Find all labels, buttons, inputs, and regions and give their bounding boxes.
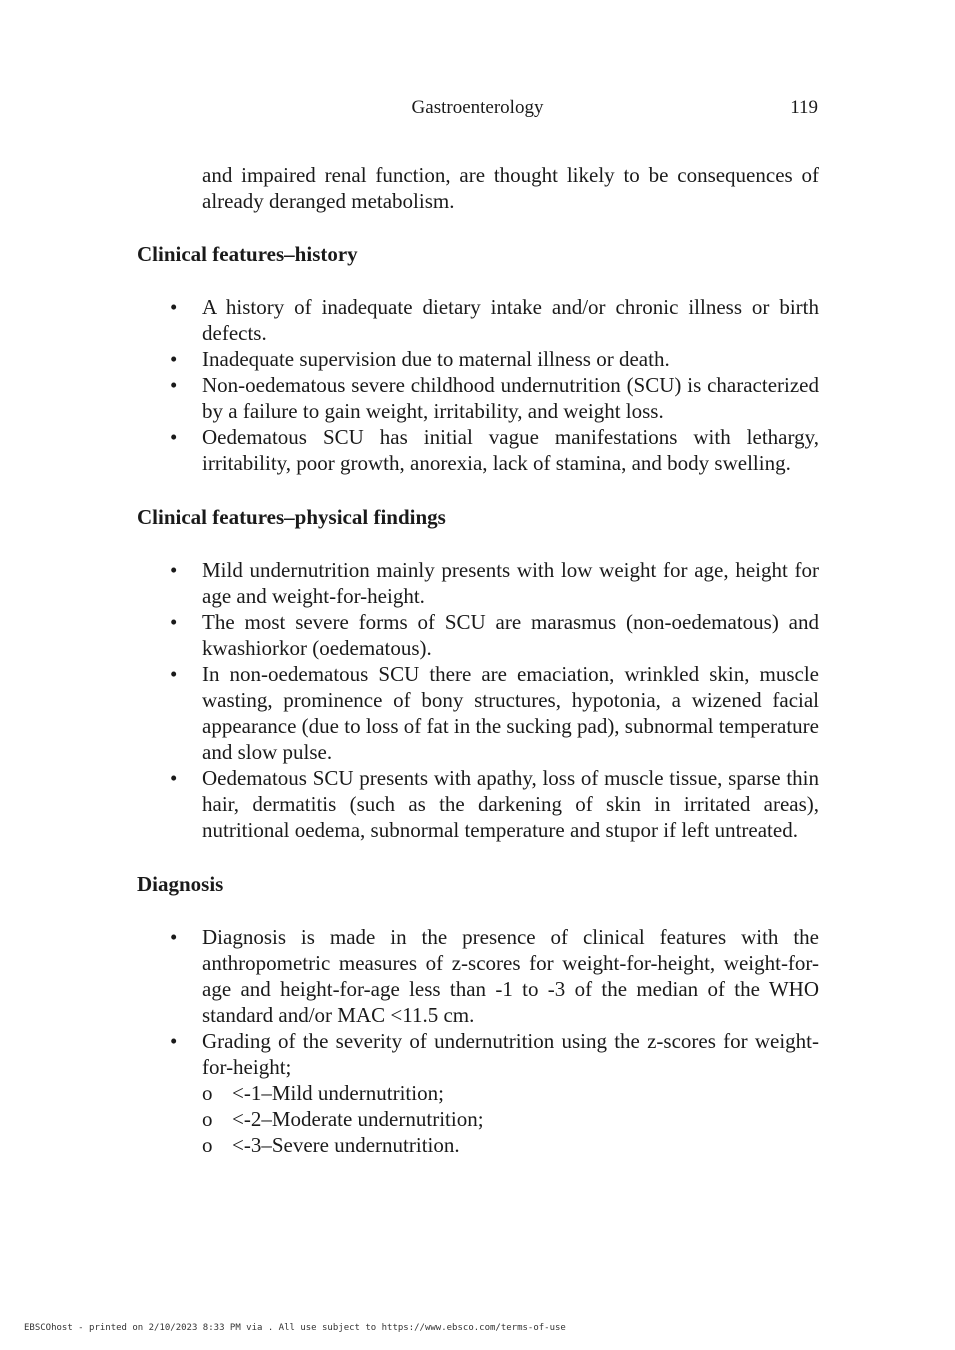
print-footer: EBSCOhost - printed on 2/10/2023 8:33 PM via . All use subject to https://www.ebsco.com/terms-of-use: [24, 1323, 566, 1333]
bullet-icon: •: [170, 373, 178, 397]
sub-list-item: [202, 1106, 819, 1132]
list-item: [137, 294, 819, 346]
sub-list-item-text: <-2–Moderate undernutrition;: [232, 1107, 484, 1131]
list-item: [137, 557, 819, 609]
list-item: [137, 372, 819, 424]
list-item-text: Mild undernutrition mainly presents with low weight for age, height for age and weight-for-height.: [202, 558, 819, 608]
list-item: [137, 609, 819, 661]
hollow-bullet-icon: o: [202, 1081, 213, 1105]
list-item-text: Non-oedematous severe childhood undernutrition (SCU) is characterized by a failure to gain weight, irritability, and weight loss.: [202, 373, 819, 423]
bullet-icon: •: [170, 558, 178, 582]
bullet-icon: •: [170, 766, 178, 790]
section-heading-physical-findings: Clinical features–physical findings: [137, 505, 446, 529]
bullet-icon: •: [170, 662, 178, 686]
list-item-text: Oedematous SCU has initial vague manifestations with lethargy, irritability, poor growth, anorexia, lack of stamina, and body swelling.: [202, 425, 819, 475]
hollow-bullet-icon: o: [202, 1133, 213, 1157]
diagnosis-list: [137, 924, 819, 1158]
list-item: [137, 924, 819, 1028]
list-item: [137, 424, 819, 476]
running-title: Gastroenterology: [411, 97, 544, 118]
bullet-icon: •: [170, 610, 178, 634]
grading-sublist: [202, 1080, 819, 1158]
list-item-text: The most severe forms of SCU are marasmus (non-oedematous) and kwashiorkor (oedematous).: [202, 610, 819, 660]
page-number: 119: [790, 97, 818, 118]
page-body: [137, 162, 819, 1158]
list-item: [137, 661, 819, 765]
bullet-icon: •: [170, 347, 178, 371]
bullet-icon: •: [170, 925, 178, 949]
bullet-icon: •: [170, 425, 178, 449]
sub-list-item-text: <-3–Severe undernutrition.: [232, 1133, 460, 1157]
hollow-bullet-icon: o: [202, 1107, 213, 1131]
section-heading-history: Clinical features–history: [137, 242, 358, 266]
list-item-text: Oedematous SCU presents with apathy, loss of muscle tissue, sparse thin hair, dermatitis (such as the darkening of skin in irritated areas), nutritional oedema, subnormal temperature and stupor if left untreated.: [202, 766, 819, 842]
sub-list-item: [202, 1132, 819, 1158]
bullet-icon: •: [170, 295, 178, 319]
list-item: [137, 765, 819, 843]
list-item-text: Diagnosis is made in the presence of clinical features with the anthropometric measures of z-scores for weight-for-height, weight-for-age and height-for-age less than -1 to -3 of the median of the WHO standard and/or MAC <11.5 cm.: [202, 925, 819, 1027]
history-list: [137, 294, 819, 476]
intro-paragraph: and impaired renal function, are thought likely to be consequences of already deranged metabolism.: [202, 163, 819, 213]
sub-list-item: [202, 1080, 819, 1106]
list-item-text: In non-oedematous SCU there are emaciation, wrinkled skin, muscle wasting, prominence of bony structures, hypotonia, a wizened facial appearance (due to loss of fat in the sucking pad), subnormal temperature and slow pulse.: [202, 662, 819, 764]
bullet-icon: •: [170, 1029, 178, 1053]
list-item-text: Inadequate supervision due to maternal illness or death.: [202, 347, 670, 371]
list-item: [137, 346, 819, 372]
findings-list: [137, 557, 819, 843]
section-heading-diagnosis: Diagnosis: [137, 872, 224, 896]
sub-list-item-text: <-1–Mild undernutrition;: [232, 1081, 444, 1105]
list-item: [137, 1028, 819, 1158]
list-item-text: A history of inadequate dietary intake and/or chronic illness or birth defects.: [202, 295, 819, 345]
list-item-text: Grading of the severity of undernutrition using the z-scores for weight-for-height;: [202, 1029, 819, 1079]
